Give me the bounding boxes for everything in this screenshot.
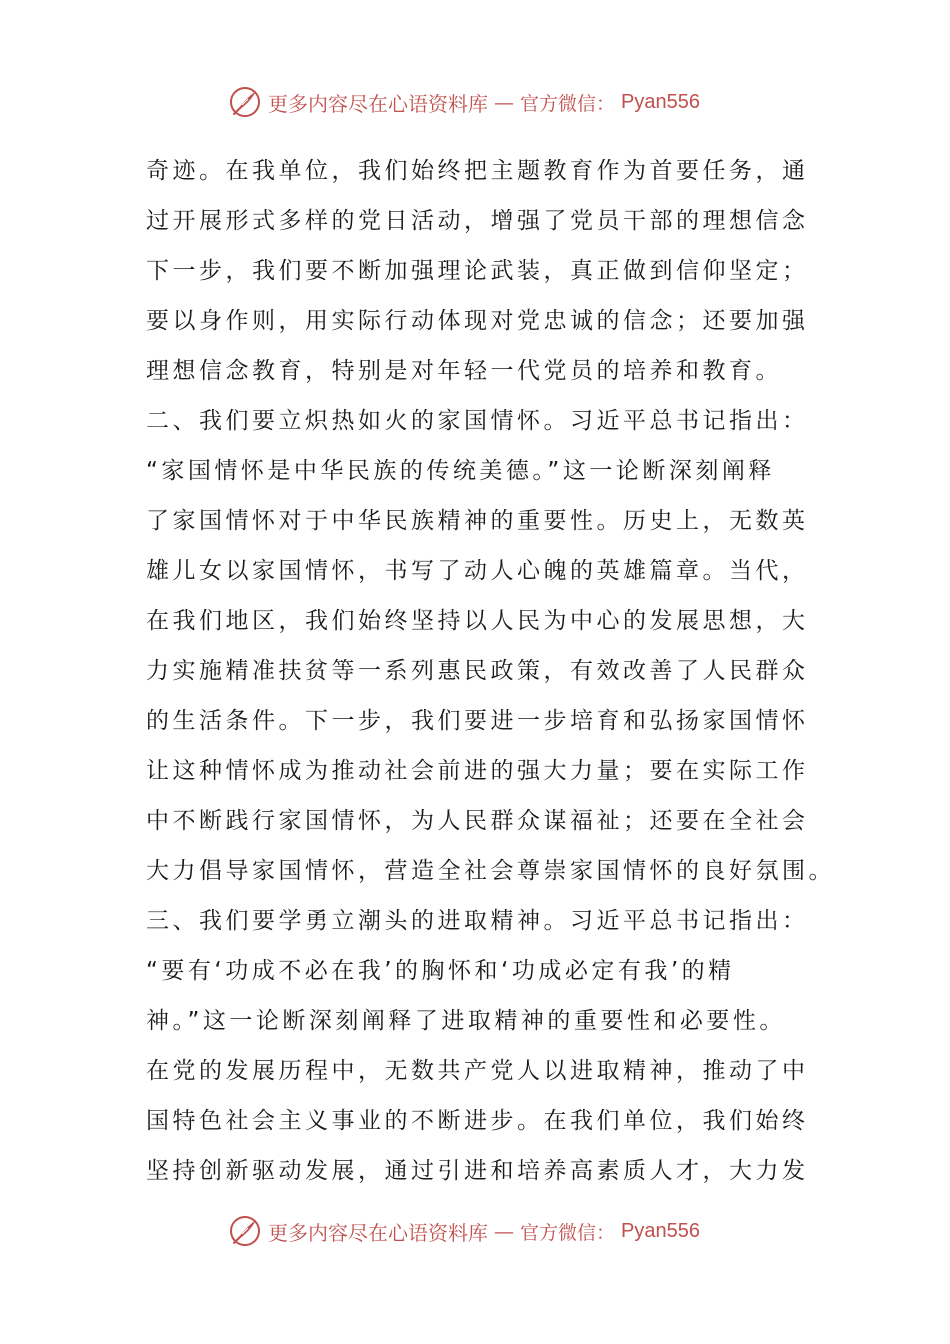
banner-slogan: 更多内容尽在心语资料库	[268, 1220, 488, 1245]
body-line: 大力倡导家国情怀，营造全社会尊崇家国情怀的良好氛围。	[146, 858, 835, 884]
body-line: 三、我们要学勇立潮头的进取精神。习近平总书记指出：	[146, 908, 809, 934]
body-line: 过开展形式多样的党日活动，增强了党员干部的理想信念	[146, 208, 809, 234]
header-banner[interactable]	[228, 82, 748, 122]
body-line: “要有‘功成不必在我’的胸怀和‘功成必定有我’的精	[146, 958, 735, 984]
body-line: 中不断践行家国情怀，为人民群众谋福祉；还要在全社会	[146, 808, 809, 834]
body-line: 在党的发展历程中，无数共产党人以进取精神，推动了中	[146, 1058, 809, 1084]
banner-wechat-label: 官方微信：	[520, 1221, 616, 1244]
quill-pen-logo-icon	[228, 1214, 262, 1248]
body-line: 在我们地区，我们始终坚持以人民为中心的发展思想，大	[146, 608, 809, 634]
body-line: 神。”这一论断深刻阐释了进取精神的重要性和必要性。	[146, 1008, 786, 1034]
body-line: 要以身作则，用实际行动体现对党忠诚的信念；还要加强	[146, 308, 809, 334]
body-line: “家国情怀是中华民族的传统美德。”这一论断深刻阐释	[146, 458, 775, 484]
body-line: 让这种情怀成为推动社会前进的强大力量；要在实际工作	[146, 758, 809, 784]
body-line: 国特色社会主义事业的不断进步。在我们单位，我们始终	[146, 1108, 809, 1134]
banner-wechat-label: 官方微信：	[520, 92, 616, 115]
body-line: 奇迹。在我单位，我们始终把主题教育作为首要任务，通	[146, 158, 809, 184]
body-line: 了家国情怀对于中华民族精神的重要性。历史上，无数英	[146, 508, 809, 534]
footer-banner[interactable]	[228, 1211, 748, 1251]
banner-separator: —	[494, 1219, 514, 1243]
quill-pen-logo-icon	[228, 85, 262, 119]
banner-wechat-id: Pyan556	[621, 1219, 700, 1242]
body-line: 下一步，我们要不断加强理论武装，真正做到信仰坚定；	[146, 258, 809, 284]
body-line: 二、我们要立炽热如火的家国情怀。习近平总书记指出：	[146, 408, 809, 434]
banner-slogan: 更多内容尽在心语资料库	[268, 91, 488, 116]
body-line: 的生活条件。下一步，我们要进一步培育和弘扬家国情怀	[146, 708, 809, 734]
body-line: 雄儿女以家国情怀，书写了动人心魄的英雄篇章。当代，	[146, 558, 809, 584]
banner-separator: —	[494, 90, 514, 114]
body-line: 理想信念教育，特别是对年轻一代党员的培养和教育。	[146, 358, 782, 384]
body-line: 力实施精准扶贫等一系列惠民政策，有效改善了人民群众	[146, 658, 809, 684]
banner-wechat-id: Pyan556	[621, 90, 700, 113]
document-body	[146, 146, 835, 1196]
body-line: 坚持创新驱动发展，通过引进和培养高素质人才，大力发	[146, 1158, 809, 1184]
